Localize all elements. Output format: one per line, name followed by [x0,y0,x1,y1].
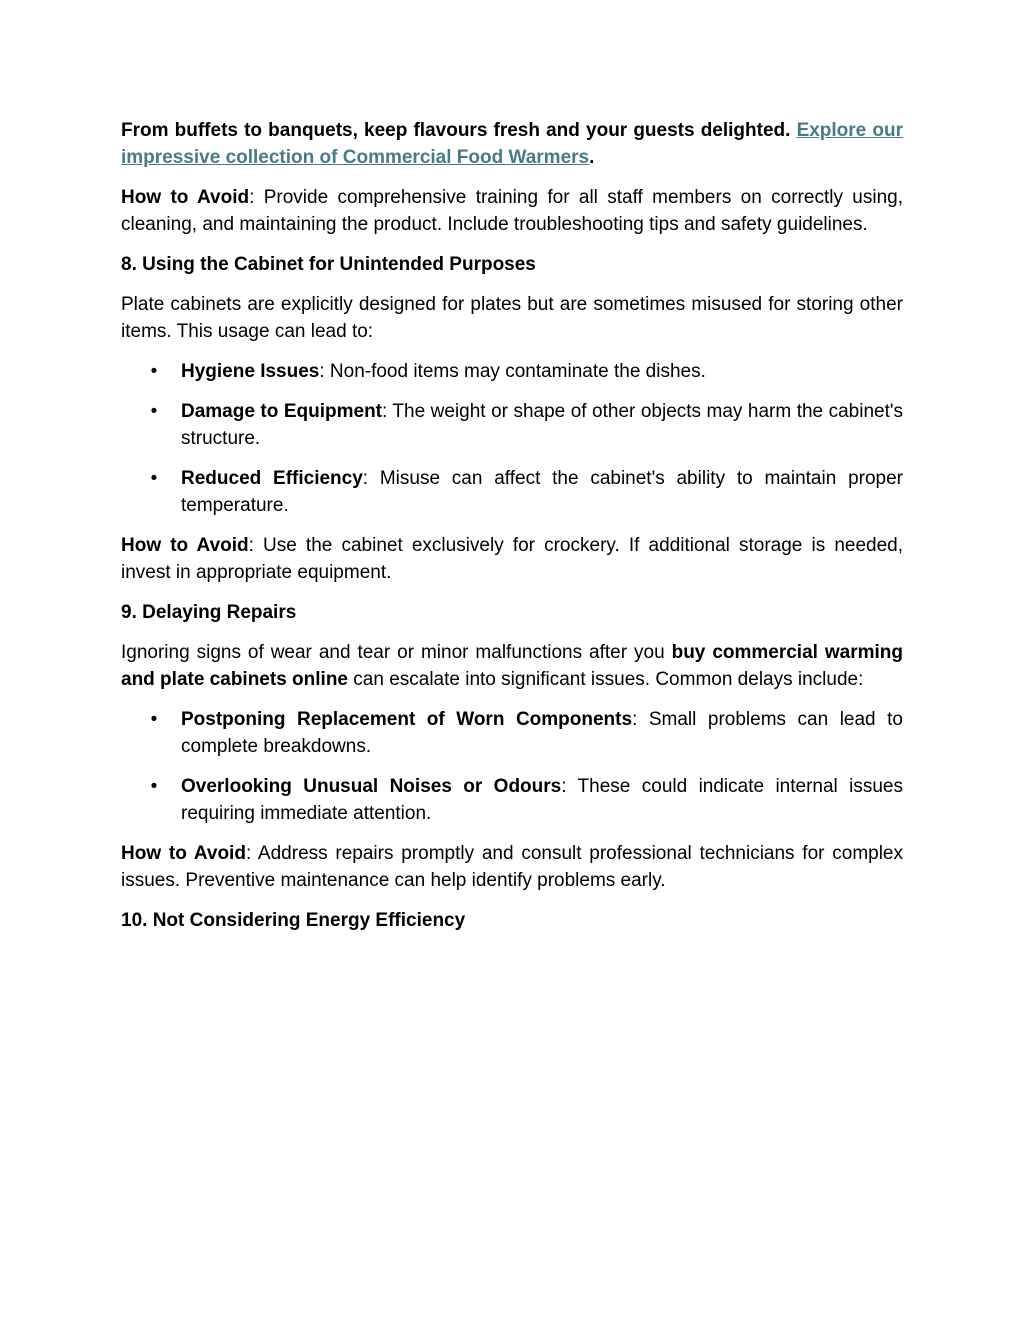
how-to-avoid-text: : Use the cabinet exclusively for crockery. If additional storage is needed, invest in appropriate equipment. [121,535,904,583]
section-9-intro [121,639,903,693]
how-to-avoid-paragraph-7 [121,184,903,238]
section-9-list [121,706,903,827]
bullet-icon: • [150,401,158,422]
section-10-heading: 10. Not Considering Energy Efficiency [121,910,466,931]
list-item-text: : These could indicate internal issues requiring immediate attention. [181,776,903,824]
section-9-heading: 9. Delaying Repairs [121,602,297,623]
bullet-icon: • [150,709,158,730]
intro-text: From buffets to banquets, keep flavours fresh and your guests delighted. [121,120,797,141]
how-to-avoid-text: : Address repairs promptly and consult professional technicians for complex issues. Preventive maintenance can help identify problems early. [121,843,903,891]
list-item-text: : The weight or shape of other objects may harm the cabinet's structure. [181,401,903,449]
how-to-avoid-label: How to Avoid [121,843,246,864]
bullet-icon: • [150,468,158,489]
bullet-icon: • [150,776,158,797]
section-9-intro-b: can escalate into significant issues. Common delays include: [348,669,864,690]
how-to-avoid-text: : Provide comprehensive training for all staff members on correctly using, cleaning, and maintaining the product. Include troubleshooting tips and safety guidelines. [121,187,903,235]
list-item [121,773,903,827]
list-item [121,465,903,519]
intro-end: . [589,147,595,168]
list-item-text: : Small problems can lead to complete breakdowns. [181,709,903,757]
list-item [121,358,903,385]
bullet-icon: • [150,361,158,382]
commercial-food-warmers-link[interactable]: Explore our impressive collection of Commercial Food Warmers [121,120,903,168]
section-9-intro-a: Ignoring signs of wear and tear or minor malfunctions after you [121,642,672,663]
section-8-heading: 8. Using the Cabinet for Unintended Purposes [121,254,536,275]
list-item [121,706,903,760]
intro-paragraph [121,117,903,171]
list-item-text: : Non-food items may contaminate the dishes. [319,361,706,382]
list-item-text: : Misuse can affect the cabinet's ability to maintain proper temperature. [181,468,903,516]
section-9-intro-bold: buy commercial warming and plate cabinets online [121,642,903,690]
list-item-term: Postponing Replacement of Worn Components [181,709,633,730]
list-item-term: Reduced Efficiency [181,468,363,489]
list-item [121,398,903,452]
how-to-avoid-paragraph-9 [121,840,903,894]
how-to-avoid-label: How to Avoid [121,535,249,556]
list-item-term: Hygiene Issues [181,361,320,382]
how-to-avoid-label: How to Avoid [121,187,250,208]
section-8-list [121,358,903,519]
list-item-term: Overlooking Unusual Noises or Odours [181,776,562,797]
list-item-term: Damage to Equipment [181,401,382,422]
how-to-avoid-paragraph-8 [121,532,903,586]
section-8-intro: Plate cabinets are explicitly designed for plates but are sometimes misused for storing other items. This usage can lead to: [121,294,903,342]
document-page [121,117,903,947]
